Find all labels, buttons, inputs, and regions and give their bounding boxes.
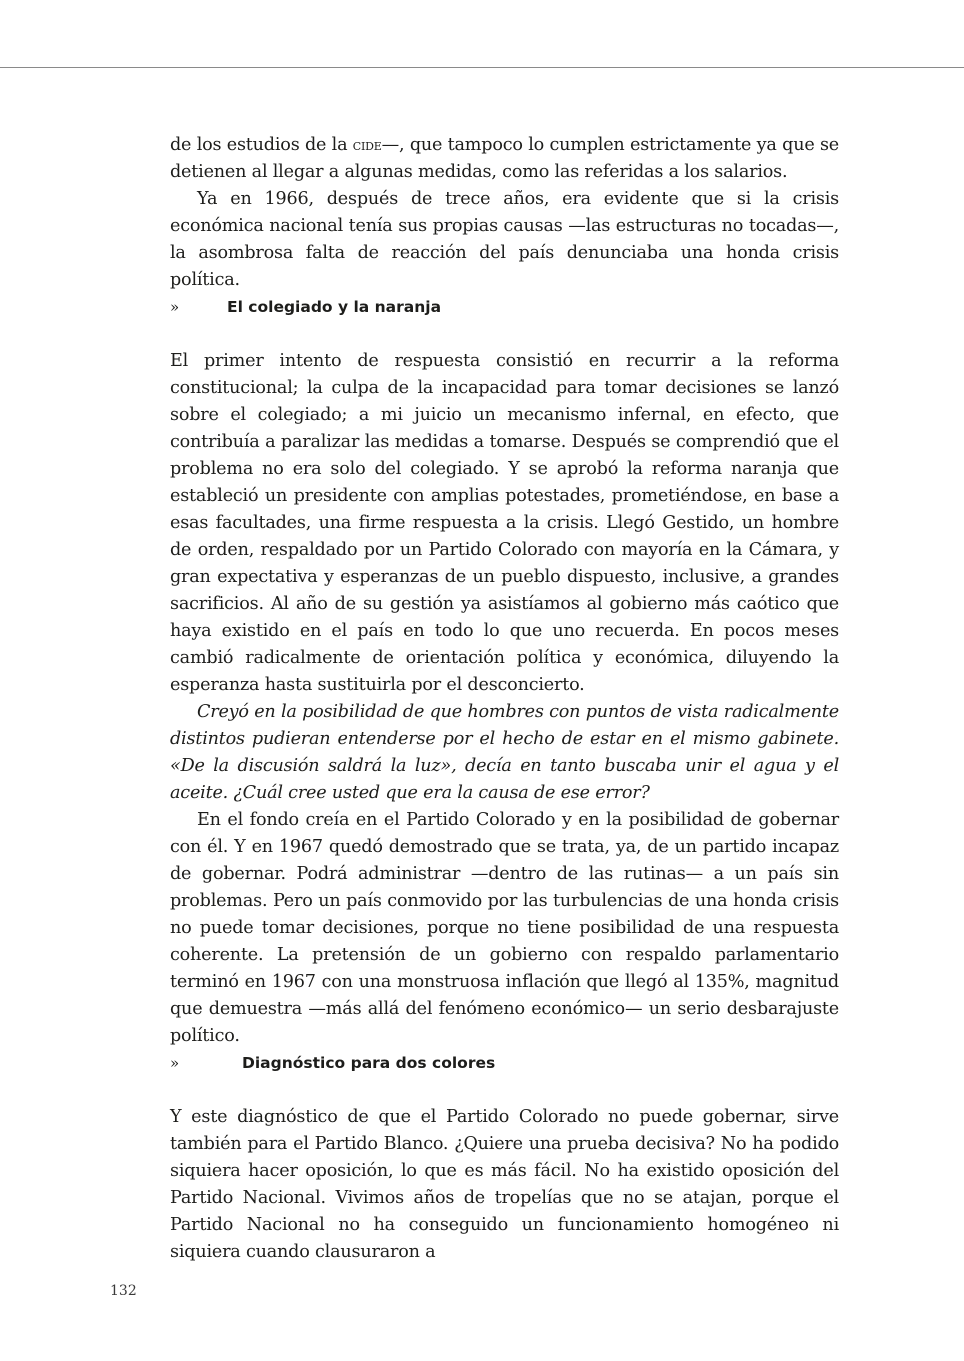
- paragraph: Ya en 1966, después de trece años, era evidente que si la crisis económica nacional tenía sus propias causas —las estructuras no tocadas—, la asombrosa falta de reacción del país denunciaba una honda crisis política.: [170, 189, 839, 290]
- acronym-cide: cide: [352, 136, 382, 154]
- text-block-interview: [170, 699, 839, 1050]
- text-block-reforma: [170, 348, 839, 699]
- interview-answer: En el fondo creía en el Partido Colorado y en la posibilidad de gobernar con él. Y en 1967 quedó demostrado que se trata, ya, de un partido incapaz de gobernar. Podrá administrar —dentro de las rutinas— a un país sin problemas. Pero un país conmovido por las turbulencias de una honda crisis no puede tomar decisiones, porque no tiene posibilidad de una respuesta coherente. La pretensión de un gobierno con respaldo parlamentario terminó en 1967 con una monstruosa inflación que llegó al 135%, magnitud que demuestra —más allá del fenómeno económico— un serio desbarajuste político.: [170, 810, 839, 1046]
- text-block-diagnostico: [170, 1104, 839, 1266]
- section-marker: »: [170, 1054, 180, 1072]
- paragraph: Y este diagnóstico de que el Partido Colorado no puede gobernar, sirve también para el Partido Blanco. ¿Quiere una prueba decisiva? No ha podido siquiera hacer oposición, lo que es más fácil. No ha existido oposición del Partido Nacional. Vivimos años de tropelías que no se atajan, porque el Partido Nacional no ha conseguido un funcionamiento homogéneo ni siquiera cuando clausuraron a: [170, 1107, 839, 1262]
- text-block-opening: [170, 132, 839, 294]
- interview-question: Creyó en la posibilidad de que hombres con puntos de vista radicalmente distintos pudieran entenderse por el hecho de estar en el mismo gabinete. «De la discusión saldrá la luz», decía en tanto buscaba unir el agua y el aceite. ¿Cuál cree usted que era la causa de ese error?: [170, 702, 839, 803]
- section-marker: »: [170, 298, 180, 316]
- section-title: El colegiado y la naranja: [227, 298, 442, 316]
- paragraph: El primer intento de respuesta consistió en recurrir a la reforma constitucional; la culpa de la incapacidad para tomar decisiones se lanzó sobre el colegiado; a mi juicio un mecanismo infernal, en efecto, que contribuía a paralizar las medidas a tomarse. Después se comprendió que el problema no era solo del colegiado. Y se aprobó la reforma naranja que estableció un presidente con amplias potestades, prometiéndose, en base a esas facultades, una firme respuesta a la crisis. Llegó Gestido, un hombre de orden, respaldado por un Partido Colorado con mayoría en la Cámara, y gran expectativa y esperanzas de un pueblo dispuesto, inclusive, a grandes sacrificios. Al año de su gestión ya asistíamos al gobierno más caótico que haya existido en el país en todo lo que uno recuerda. En pocos meses cambió radicalmente de orientación política y económica, diluyendo la esperanza hasta sustituirla por el desconcierto.: [170, 351, 839, 695]
- header-rule: [0, 67, 964, 68]
- paragraph: de los estudios de la cide—, que tampoco lo cumplen estrictamente ya que se detienen al llegar a algunas medidas, como las referidas a los salarios.: [170, 135, 839, 182]
- page-number: 132: [110, 1283, 137, 1299]
- section-title: Diagnóstico para dos colores: [242, 1054, 496, 1072]
